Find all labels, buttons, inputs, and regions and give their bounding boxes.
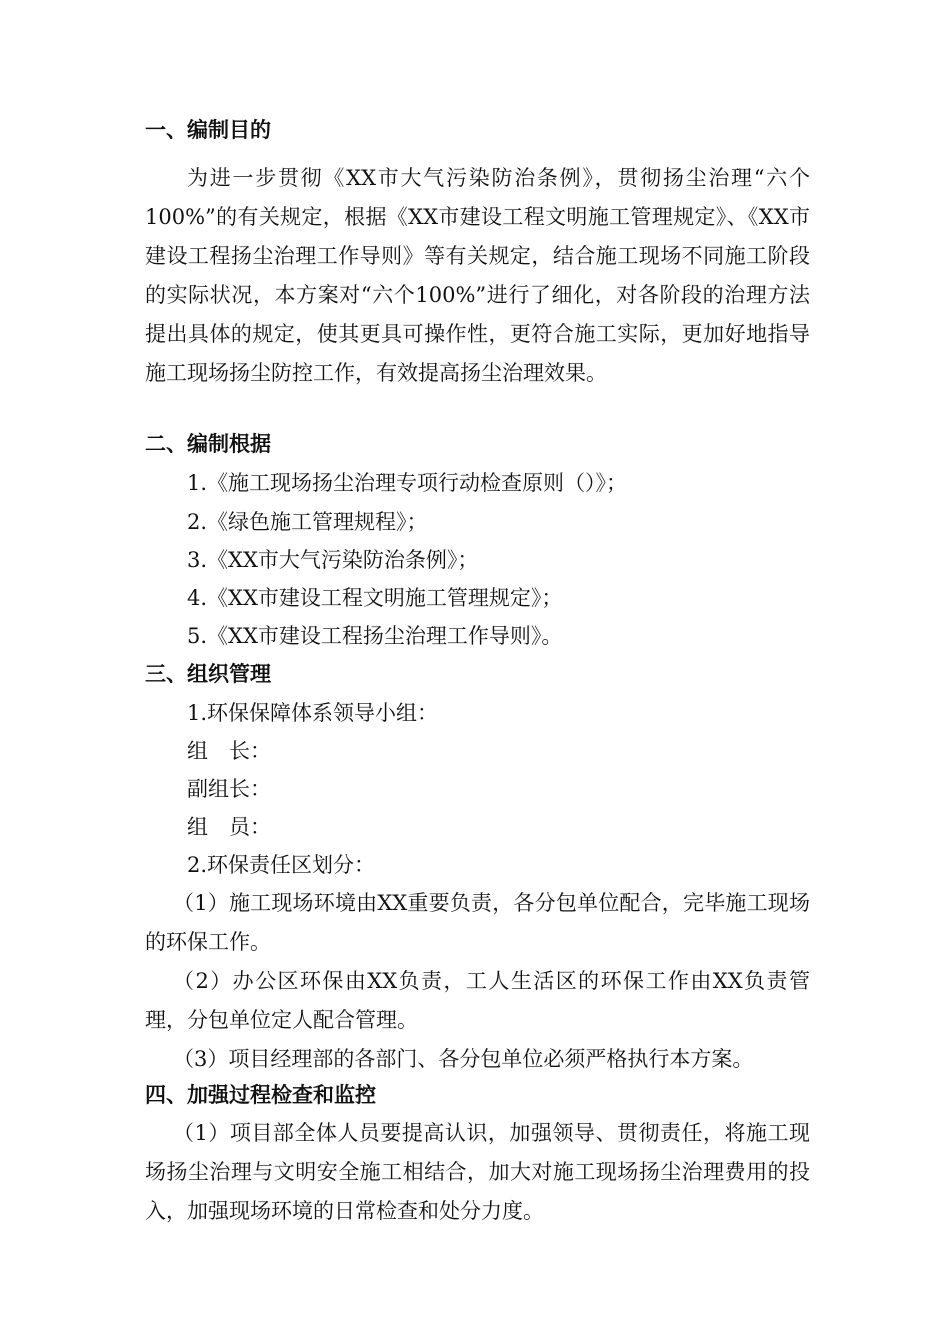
basis-item-4: 4.《XX市建设工程文明施工管理规定》；: [187, 586, 563, 610]
basis-item-3: 3.《XX市大气污染防治条例》；: [187, 548, 479, 572]
division-title: 2.环保责任区划分：: [187, 853, 376, 877]
section-heading-organization: 三、组织管理: [145, 662, 271, 686]
basis-item-2: 2.《绿色施工管理规程》；: [187, 510, 428, 534]
role-member: 组 员：: [187, 815, 271, 839]
basis-item-5: 5.《XX市建设工程扬尘治理工作导则》。: [187, 624, 563, 648]
section-heading-basis: 二、编制根据: [145, 432, 271, 456]
division-paragraph-2: （2）办公区环保由XX负责，工人生活区的环保工作由XX负责管理，分包单位定人配合管理。: [145, 969, 810, 1032]
role-deputy-leader: 副组长：: [187, 777, 271, 801]
inspection-paragraph-1: （1）项目部全体人员要提高认识，加强领导、贯彻责任，将施工现场扬尘治理与文明安全施工相结合，加大对施工现场扬尘治理费用的投入，加强现场环境的日常检查和处分力度。: [145, 1121, 810, 1223]
division-paragraph-1: （1）施工现场环境由XX重要负责，各分包单位配合，完毕施工现场的环保工作。: [145, 891, 810, 954]
section-body-purpose: 为进一步贯彻《XX市大气污染防治条例》，贯彻扬尘治理“六个100%”的有关规定，根据《XX市建设工程文明施工管理规定》、《XX市建设工程扬尘治理工作导则》等有关规定，结合施工现场不同施工阶段的实际状况，本方案对“六个100%”进行了细化，对各阶段的治理方法提出具体的规定，使其更具可操作性，更符合施工实际，更加好地指导施工现场扬尘防控工作，有效提高扬尘治理效果。: [145, 166, 810, 385]
role-leader: 组 长：: [187, 739, 271, 763]
basis-item-1: 1.《施工现场扬尘治理专项行动检查原则（）》；: [187, 471, 628, 495]
section-heading-inspection: 四、加强过程检查和监控: [145, 1083, 376, 1107]
section-heading-purpose: 一、编制目的: [145, 118, 271, 142]
group-title: 1.环保保障体系领导小组：: [187, 701, 439, 725]
division-paragraph-3: （3）项目经理部的各部门、各分包单位必须严格执行本方案。: [173, 1047, 754, 1071]
